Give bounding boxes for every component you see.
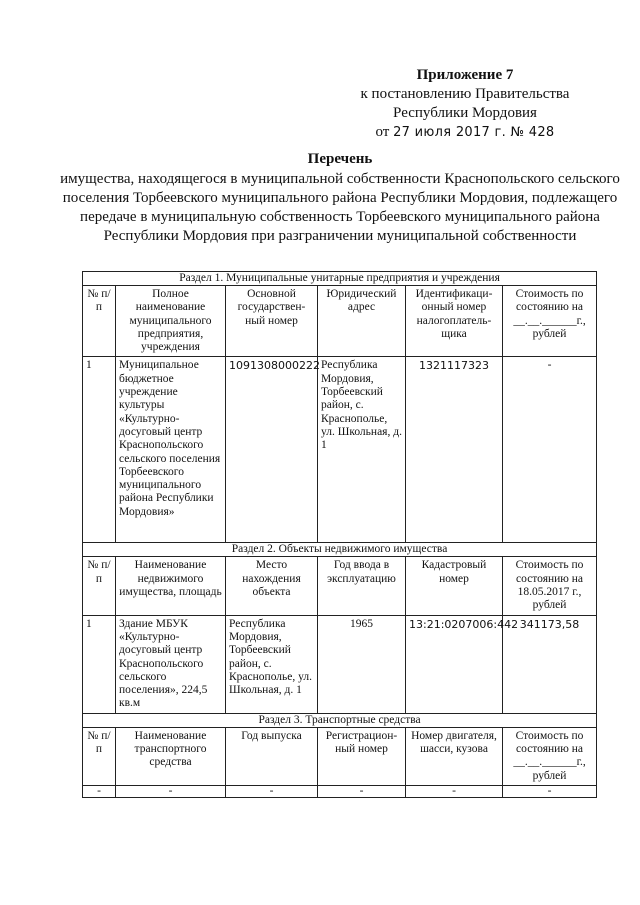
cost: - xyxy=(503,357,597,543)
section-2-title-row xyxy=(83,543,597,557)
appendix-line-2: Республики Мордовия xyxy=(393,105,537,121)
header-cell: Стоимость по состоянию на __.__.______г., рублей xyxy=(503,286,597,357)
section-1-title-row xyxy=(83,272,597,286)
cost: 341173,58 xyxy=(503,615,597,713)
property-table xyxy=(82,271,597,798)
section-1-header-row xyxy=(83,286,597,357)
section-3-title-row xyxy=(83,713,597,727)
appendix-block xyxy=(340,66,590,142)
table-row xyxy=(83,615,597,713)
header-cell: Основной государствен-ный номер xyxy=(226,286,318,357)
title-heading: Перечень xyxy=(307,151,373,167)
header-cell: Наименование недвижимого имущества, площадь xyxy=(116,557,226,615)
commission-year: 1965 xyxy=(318,615,406,713)
header-cell: Полное наименование муниципального предприятия, учреждения xyxy=(116,286,226,357)
vehicle-year: - xyxy=(226,785,318,797)
date-value: 27 июля 2017 г. № 428 xyxy=(393,125,555,140)
section-2-header-row xyxy=(83,557,597,615)
header-cell: № п/п xyxy=(83,557,116,615)
header-cell: Идентификаци-онный номер налогоплатель-щика xyxy=(406,286,503,357)
section-3-title: Раздел 3. Транспортные средства xyxy=(83,713,597,727)
engine-number: - xyxy=(406,785,503,797)
vehicle-name: - xyxy=(116,785,226,797)
header-cell: Год выпуска xyxy=(226,727,318,785)
section-1-title: Раздел 1. Муниципальные унитарные предприятия и учреждения xyxy=(83,272,597,286)
header-cell: Наименование транспортного средства xyxy=(116,727,226,785)
appendix-line-1: к постановлению Правительства xyxy=(360,86,570,102)
table-row xyxy=(83,785,597,797)
row-number: 1 xyxy=(83,357,116,543)
table-row xyxy=(83,357,597,543)
header-cell: № п/п xyxy=(83,286,116,357)
row-number: - xyxy=(83,785,116,797)
property-location: Республика Мордовия, Торбеевский район, с. Краснополье, ул. Школьная, д. 1 xyxy=(226,615,318,713)
cost: - xyxy=(503,785,597,797)
header-cell: Стоимость по состоянию на 18.05.2017 г., рублей xyxy=(503,557,597,615)
date-prefix: от xyxy=(375,124,390,140)
header-cell: Номер двигателя, шасси, кузова xyxy=(406,727,503,785)
header-cell: Год ввода в эксплуатацию xyxy=(318,557,406,615)
registration-number: - xyxy=(318,785,406,797)
appendix-date xyxy=(340,123,590,142)
section-3-header-row xyxy=(83,727,597,785)
header-cell: № п/п xyxy=(83,727,116,785)
header-cell: Место нахождения объекта xyxy=(226,557,318,615)
section-2-title: Раздел 2. Объекты недвижимого имущества xyxy=(83,543,597,557)
appendix-title: Приложение 7 xyxy=(416,67,514,83)
header-cell: Стоимость по состоянию на __.__.______г., рублей xyxy=(503,727,597,785)
header-cell: Регистрацион-ный номер xyxy=(318,727,406,785)
header-cell: Кадастровый номер xyxy=(406,557,503,615)
title-body: имущества, находящегося в муниципальной собственности Краснопольского сельского поселения Торбеевского муниципального района Республики Мордовия, подлежащего передаче в муниципальную собственность Торбеевского муниципального района Республики Мордовия при разграничении муниципальной собственности xyxy=(60,171,620,244)
header-cell: Юридический адрес xyxy=(318,286,406,357)
ogrn: 1091308000222 xyxy=(226,357,318,543)
legal-address: Республика Мордовия, Торбеевский район, с. Краснополье, ул. Школьная, д. 1 xyxy=(318,357,406,543)
enterprise-name: Муниципальное бюджетное учреждение культуры «Культурно-досуговый центр Краснопольского сельского поселения Торбеевского муниципального района Республики Мордовия» xyxy=(116,357,226,543)
property-name: Здание МБУК «Культурно-досуговый центр Краснопольского сельского поселения», 224,5 кв.м xyxy=(116,615,226,713)
cadastral-number: 13:21:0207006:442 xyxy=(406,615,503,713)
document-title xyxy=(60,150,620,246)
inn: 1321117323 xyxy=(406,357,503,543)
row-number: 1 xyxy=(83,615,116,713)
